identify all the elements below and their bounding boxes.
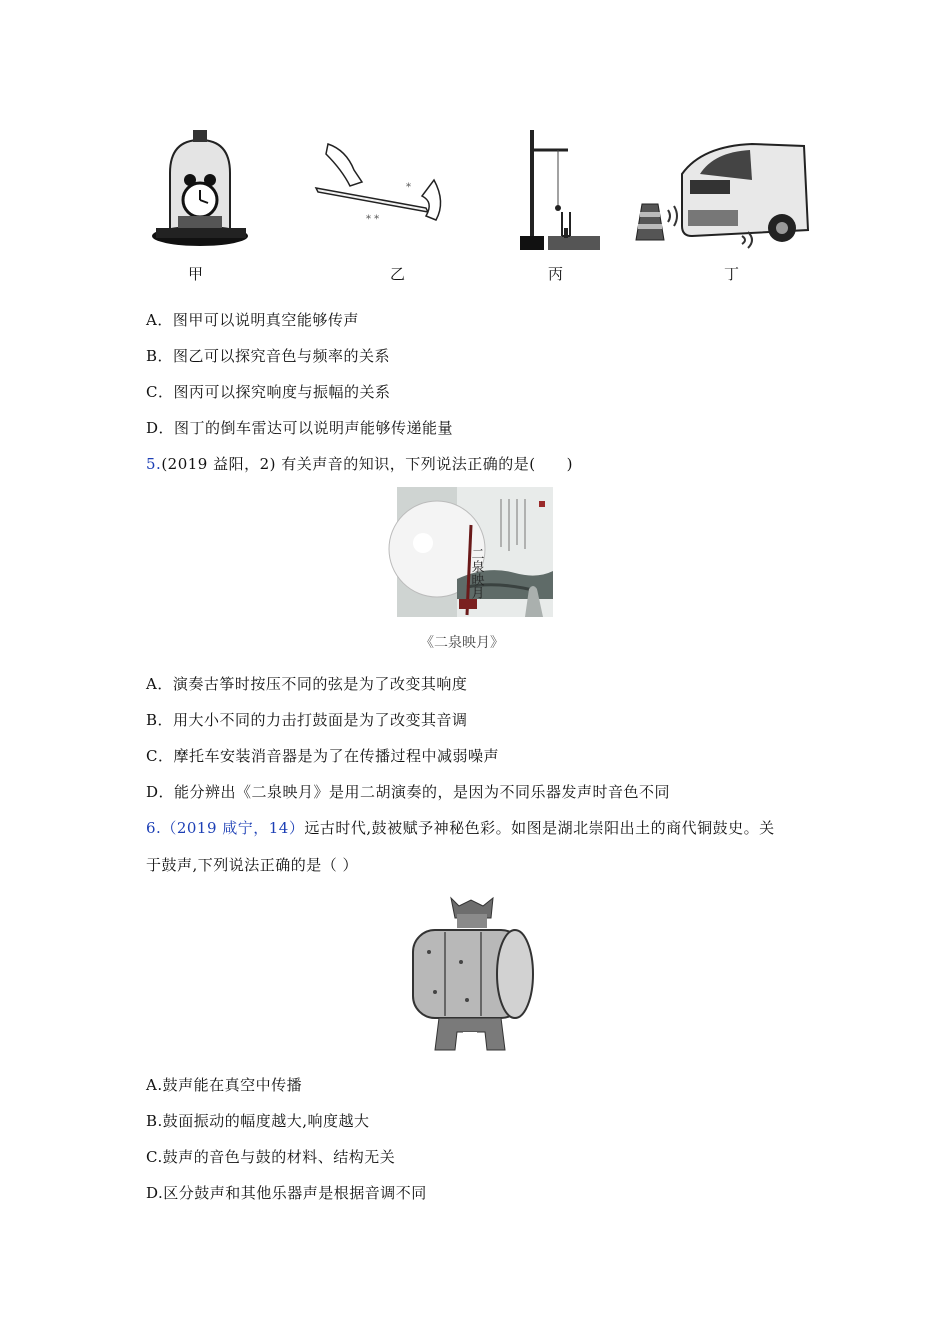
q6-stem-line2: 于鼓声,下列说法正确的是（ ） [146,856,359,874]
q5-number: 5. [146,455,162,473]
q4-option-b: B．图乙可以探究音色与频率的关系 [146,347,391,365]
painting-title-text: 二泉映月 [469,547,485,599]
q5-option-a: A．演奏古筝时按压不同的弦是为了改变其响度 [146,675,468,693]
figure-label-yi: 乙 [390,265,406,283]
q6-option-b: B.鼓面振动的幅度越大,响度越大 [146,1112,370,1130]
q6-stem-line1 [146,818,775,838]
bronze-drum-figure [405,892,540,1054]
tuning-fork-stand-figure [518,128,603,253]
erquan-yingyue-painting [397,487,553,617]
q5-image-caption: 《二泉映月》 [420,635,504,651]
svg-text:* *: * * [366,214,380,225]
q4-option-a: A．图甲可以说明真空能够传声 [146,311,359,329]
q6-option-c: C.鼓声的音色与鼓的材料、结构无关 [146,1148,396,1166]
q5-option-c: C．摩托车安装消音器是为了在传播过程中减弱噪声 [146,747,499,765]
q6-option-a: A.鼓声能在真空中传播 [146,1076,303,1094]
q5-option-b: B．用大小不同的力击打鼓面是为了改变其音调 [146,711,468,729]
q6-source: （2019 咸宁，14） [161,819,305,837]
q5-stem [146,454,573,474]
q5-option-d: D．能分辨出《二泉映月》是用二胡演奏的，是因为不同乐器发声时音色不同 [146,783,671,801]
q4-option-d: D．图丁的倒车雷达可以说明声能够传递能量 [146,419,454,437]
figure-label-jia: 甲 [188,265,204,283]
ruler-figure [316,140,441,240]
figure-label-ding: 丁 [724,265,740,283]
figure-label-bing: 丙 [548,265,564,283]
q6-number: 6. [146,819,162,837]
reversing-car-figure [632,140,810,250]
q6-option-d: D.区分鼓声和其他乐器声是根据音调不同 [146,1184,427,1202]
svg-text:*: * [406,182,411,193]
q6-stem-text: 远古时代,鼓被赋予神秘色彩。如图是湖北崇阳出土的商代铜鼓史。关 [304,819,775,837]
q5-source: (2019 益阳，2) [161,455,277,473]
q5-stem-text: 有关声音的知识，下列说法正确的是( ) [276,455,573,473]
bell-jar-figure [148,128,253,253]
q4-option-c: C．图丙可以探究响度与振幅的关系 [146,383,391,401]
